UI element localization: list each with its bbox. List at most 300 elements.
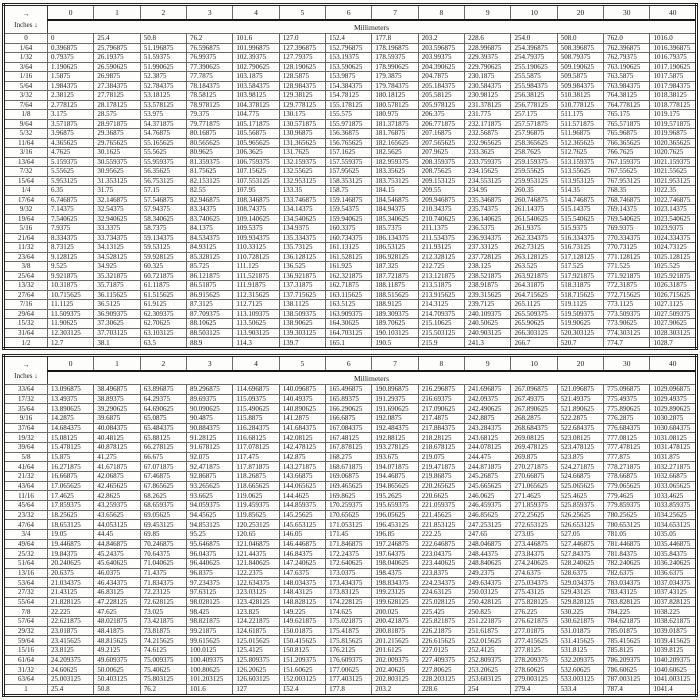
mm-value-cell: 203.2 xyxy=(418,34,464,44)
mm-value-cell: 774.303125 xyxy=(604,328,650,338)
mm-value-cell: 775.096875 xyxy=(604,385,650,395)
millimeters-band-label: Millimeters xyxy=(48,20,697,34)
mm-value-cell: 271.859375 xyxy=(511,501,557,511)
mm-value-cell: 212.725 xyxy=(418,262,464,272)
mm-value-cell: 80.565625 xyxy=(187,138,233,148)
mm-value-cell: 140.49375 xyxy=(279,394,325,404)
mm-value-cell: 182.165625 xyxy=(372,138,418,148)
mm-value-cell: 1036.240625 xyxy=(650,559,697,569)
mm-value-cell: 508.396875 xyxy=(557,43,603,53)
mm-value-cell: 130.175 xyxy=(279,110,325,120)
table-row xyxy=(4,309,697,319)
column-header: 9 xyxy=(465,5,511,21)
mm-value-cell: 763.190625 xyxy=(604,62,650,72)
inch-fraction-label: 3/16 xyxy=(4,148,48,158)
mm-value-cell: 248.44375 xyxy=(465,549,511,559)
mm-value-cell: 44.053125 xyxy=(94,520,140,530)
mm-value-cell: 276.621875 xyxy=(511,617,557,627)
mm-value-cell: 519.90625 xyxy=(557,319,603,329)
mm-value-cell: 164.703125 xyxy=(326,328,372,338)
mm-value-cell: 58.7375 xyxy=(140,224,186,234)
mm-value-cell: 767.159375 xyxy=(604,157,650,167)
mm-value-cell: 522.2875 xyxy=(557,414,603,424)
mm-value-cell: 173.83125 xyxy=(326,588,372,598)
mm-value-cell: 98.821875 xyxy=(187,617,233,627)
mm-value-cell: 119.459375 xyxy=(233,501,279,511)
inch-fraction-label: 29/64 xyxy=(4,309,48,319)
mm-value-cell: 112.7125 xyxy=(233,300,279,310)
mm-value-cell: 784.621875 xyxy=(604,617,650,627)
mm-value-cell: 259.953125 xyxy=(511,176,557,186)
mm-value-cell: 92.86875 xyxy=(187,472,233,482)
inch-fraction-label: 25/32 xyxy=(4,549,48,559)
table-row xyxy=(4,452,697,462)
mm-value-cell: 209.153125 xyxy=(418,176,464,186)
mm-value-cell: 201.215625 xyxy=(372,636,418,646)
mm-value-cell: 161.528125 xyxy=(326,252,372,262)
mm-value-cell: 272.25625 xyxy=(511,510,557,520)
mm-value-cell: 216.69375 xyxy=(418,394,464,404)
mm-value-cell: 136.128125 xyxy=(279,252,325,262)
mm-value-cell: 73.025 xyxy=(140,607,186,617)
mm-value-cell: 215.9 xyxy=(418,338,464,349)
table-row xyxy=(4,597,697,607)
mm-value-cell: 230.584375 xyxy=(465,81,511,91)
inch-fraction-label: 1 xyxy=(4,684,48,695)
mm-value-cell: 205.58125 xyxy=(418,91,464,101)
mm-value-cell: 117.871875 xyxy=(233,462,279,472)
column-header: 0 xyxy=(48,5,94,21)
mm-value-cell: 97.63125 xyxy=(187,588,233,598)
mm-value-cell: 100.409375 xyxy=(187,655,233,665)
mm-value-cell: 107.553125 xyxy=(233,176,279,186)
mm-value-cell: 44.45 xyxy=(94,530,140,540)
mm-value-cell: 77.390625 xyxy=(187,62,233,72)
mm-value-cell: 16.271875 xyxy=(48,462,94,472)
mm-value-cell: 509.5875 xyxy=(557,72,603,82)
mm-value-cell: 258.7625 xyxy=(511,148,557,158)
mm-value-cell: 169.06875 xyxy=(326,472,372,482)
mm-value-cell: 53.578125 xyxy=(140,100,186,110)
mm-value-cell: 68.2625 xyxy=(140,491,186,501)
mm-value-cell: 69.453125 xyxy=(140,520,186,530)
mm-value-cell: 241.696875 xyxy=(465,385,511,395)
mm-value-cell: 126.20625 xyxy=(233,665,279,675)
mm-value-cell: 152.003125 xyxy=(279,675,325,685)
mm-value-cell: 779.859375 xyxy=(604,501,650,511)
mm-value-cell: 1023.9375 xyxy=(650,224,697,234)
mm-value-cell: 786.209375 xyxy=(604,655,650,665)
mm-value-cell: 783.43125 xyxy=(604,588,650,598)
mm-value-cell: 22.621875 xyxy=(48,617,94,627)
mm-value-cell: 81.75625 xyxy=(187,167,233,177)
mm-value-cell: 0.79375 xyxy=(48,53,94,63)
mm-value-cell: 527.05 xyxy=(557,530,603,540)
mm-value-cell: 267.49375 xyxy=(511,394,557,404)
mm-value-cell: 195.2625 xyxy=(372,491,418,501)
mm-value-cell: 153.9875 xyxy=(326,72,372,82)
mm-value-cell: 139.7 xyxy=(279,338,325,349)
inch-fraction-label: 51/64 xyxy=(4,559,48,569)
mm-value-cell: 199.628125 xyxy=(372,597,418,607)
mm-value-cell: 51.196875 xyxy=(140,43,186,53)
mm-value-cell: 100.0125 xyxy=(187,646,233,656)
mm-value-cell: 44.846875 xyxy=(94,539,140,549)
mm-value-cell: 130.96875 xyxy=(279,129,325,139)
table-row xyxy=(4,176,697,186)
mm-value-cell: 56.753125 xyxy=(140,176,186,186)
mm-value-cell: 200.025 xyxy=(372,607,418,617)
mm-value-cell: 227.80625 xyxy=(418,665,464,675)
mm-value-cell: 4.7625 xyxy=(48,148,94,158)
mm-value-cell: 267.096875 xyxy=(511,385,557,395)
mm-value-cell: 771.921875 xyxy=(604,271,650,281)
mm-value-cell: 99.21875 xyxy=(187,626,233,636)
table-row xyxy=(4,414,697,424)
table-row xyxy=(4,328,697,338)
table-row xyxy=(4,195,697,205)
mm-value-cell: 136.921875 xyxy=(279,271,325,281)
table-row xyxy=(4,636,697,646)
inch-fraction-label: 27/32 xyxy=(4,588,48,598)
mm-value-cell: 137.31875 xyxy=(279,281,325,291)
mm-value-cell: 7.14375 xyxy=(48,205,94,215)
mm-value-cell: 52.784375 xyxy=(140,81,186,91)
mm-value-cell: 118.665625 xyxy=(233,481,279,491)
mm-value-cell: 261.540625 xyxy=(511,214,557,224)
mm-value-cell: 530.621875 xyxy=(557,617,603,627)
mm-value-cell: 41.275 xyxy=(94,452,140,462)
mm-value-cell: 101.203125 xyxy=(187,675,233,685)
mm-value-cell: 523.478125 xyxy=(557,443,603,453)
mm-value-cell: 144.859375 xyxy=(279,501,325,511)
mm-value-cell: 785.415625 xyxy=(604,636,650,646)
mm-value-cell: 231.775 xyxy=(465,110,511,120)
mm-value-cell: 60.325 xyxy=(140,262,186,272)
mm-value-cell: 42.8625 xyxy=(94,491,140,501)
mm-value-cell: 1025.128125 xyxy=(650,252,697,262)
mm-value-cell: 51.990625 xyxy=(140,62,186,72)
mm-value-cell: 170.65625 xyxy=(326,510,372,520)
mm-value-cell: 175.41875 xyxy=(326,626,372,636)
mm-value-cell: 508.0 xyxy=(557,34,603,44)
mm-value-cell: 124.61875 xyxy=(233,626,279,636)
mm-value-cell: 277.01875 xyxy=(511,626,557,636)
mm-value-cell: 1034.653125 xyxy=(650,520,697,530)
table-row xyxy=(4,462,697,472)
mm-value-cell: 94.059375 xyxy=(187,501,233,511)
mm-value-cell: 106.759375 xyxy=(233,157,279,167)
column-header: 6 xyxy=(326,356,372,372)
mm-value-cell: 130.571875 xyxy=(279,119,325,129)
mm-value-cell: 519.509375 xyxy=(557,309,603,319)
mm-value-cell: 236.5375 xyxy=(465,224,511,234)
mm-value-cell: 45.24375 xyxy=(94,549,140,559)
inch-fraction-label: 5/16 xyxy=(4,224,48,234)
mm-value-cell: 50.403125 xyxy=(94,675,140,685)
mm-value-cell: 1027.509375 xyxy=(650,309,697,319)
mm-value-cell: 53.975 xyxy=(140,110,186,120)
mm-value-cell: 278.60625 xyxy=(511,665,557,675)
inch-fraction-label: 9/64 xyxy=(4,119,48,129)
mm-value-cell: 48.41875 xyxy=(94,626,140,636)
mm-value-cell: 183.753125 xyxy=(372,176,418,186)
columns-axis-arrow-icon: → xyxy=(22,10,30,19)
mm-value-cell: 202.803125 xyxy=(372,675,418,685)
mm-value-cell: 232.965625 xyxy=(465,138,511,148)
mm-value-cell: 185.340625 xyxy=(372,214,418,224)
mm-value-cell: 223.04375 xyxy=(418,549,464,559)
mm-value-cell: 14.2875 xyxy=(48,414,94,424)
mm-value-cell: 85.725 xyxy=(187,262,233,272)
mm-value-cell: 135.73125 xyxy=(279,243,325,253)
mm-value-cell: 514.746875 xyxy=(557,195,603,205)
mm-value-cell: 21.034375 xyxy=(48,578,94,588)
mm-value-cell: 37.30625 xyxy=(94,319,140,329)
column-header: 3 xyxy=(187,356,233,372)
column-header: 1 xyxy=(94,356,140,372)
mm-value-cell: 59.928125 xyxy=(140,252,186,262)
mm-value-cell: 508.79375 xyxy=(557,53,603,63)
mm-value-cell: 224.234375 xyxy=(418,578,464,588)
mm-value-cell: 125.4125 xyxy=(233,646,279,656)
mm-value-cell: 17.065625 xyxy=(48,481,94,491)
mm-value-cell: 67.071875 xyxy=(140,462,186,472)
inch-fraction-label: 15/16 xyxy=(4,646,48,656)
mm-value-cell: 123.428125 xyxy=(233,597,279,607)
mm-value-cell: 198.834375 xyxy=(372,578,418,588)
mm-value-cell: 529.034375 xyxy=(557,578,603,588)
mm-value-cell: 96.8375 xyxy=(187,568,233,578)
mm-value-cell: 780.653125 xyxy=(604,520,650,530)
mm-value-cell: 1026.715625 xyxy=(650,290,697,300)
mm-value-cell: 121.046875 xyxy=(233,539,279,549)
mm-value-cell: 83.34375 xyxy=(187,205,233,215)
mm-value-cell: 15.875 xyxy=(48,452,94,462)
mm-value-cell: 193.675 xyxy=(372,452,418,462)
mm-value-cell: 56.35625 xyxy=(140,167,186,177)
mm-value-cell: 167.48125 xyxy=(326,433,372,443)
table-row xyxy=(4,530,697,540)
mm-value-cell: 94.853125 xyxy=(187,520,233,530)
mm-value-cell: 769.540625 xyxy=(604,214,650,224)
mm-value-cell: 51.59375 xyxy=(140,53,186,63)
mm-value-cell: 258.365625 xyxy=(511,138,557,148)
table-row xyxy=(4,472,697,482)
mm-value-cell: 777.478125 xyxy=(604,443,650,453)
mm-value-cell: 71.834375 xyxy=(140,578,186,588)
table-row xyxy=(4,186,697,196)
inch-fraction-label: 7/8 xyxy=(4,607,48,617)
mm-value-cell: 220.265625 xyxy=(418,481,464,491)
mm-value-cell: 189.70625 xyxy=(372,319,418,329)
mm-value-cell: 9.525 xyxy=(48,262,94,272)
mm-value-cell: 264.715625 xyxy=(511,290,557,300)
mm-value-cell: 90.4875 xyxy=(187,414,233,424)
mm-value-cell: 202.009375 xyxy=(372,655,418,665)
mm-value-cell: 156.36875 xyxy=(326,129,372,139)
mm-value-cell: 513.55625 xyxy=(557,167,603,177)
mm-value-cell: 198.040625 xyxy=(372,559,418,569)
mm-value-cell: 1025.525 xyxy=(650,262,697,272)
mm-value-cell: 70.246875 xyxy=(140,539,186,549)
mm-value-cell: 532.60625 xyxy=(557,665,603,675)
inch-fraction-label: 1/2 xyxy=(4,338,48,349)
mm-value-cell: 142.08125 xyxy=(279,433,325,443)
mm-value-cell: 145.653125 xyxy=(279,520,325,530)
inch-fraction-label: 23/64 xyxy=(4,252,48,262)
mm-value-cell: 81.359375 xyxy=(187,157,233,167)
mm-value-cell: 13.096875 xyxy=(48,385,94,395)
mm-value-cell: 33.734375 xyxy=(94,233,140,243)
inch-fraction-label: 63/64 xyxy=(4,675,48,685)
mm-value-cell: 155.971875 xyxy=(326,119,372,129)
mm-value-cell: 194.071875 xyxy=(372,462,418,472)
mm-value-cell: 96.440625 xyxy=(187,559,233,569)
table-row xyxy=(4,617,697,627)
table-row xyxy=(4,539,697,549)
mm-value-cell: 1038.225 xyxy=(650,607,697,617)
mm-value-cell: 72.23125 xyxy=(140,588,186,598)
mm-value-cell: 260.35 xyxy=(511,186,557,196)
inch-fraction-label: 23/32 xyxy=(4,510,48,520)
mm-value-cell: 98.425 xyxy=(187,607,233,617)
table-row xyxy=(4,607,697,617)
mm-value-cell: 254.0 xyxy=(511,34,557,44)
mm-value-cell: 107.15625 xyxy=(233,167,279,177)
mm-value-cell: 86.51875 xyxy=(187,281,233,291)
mm-value-cell: 23.01875 xyxy=(48,626,94,636)
column-header: 7 xyxy=(372,5,418,21)
table-row xyxy=(4,262,697,272)
mm-value-cell: 201.6125 xyxy=(372,646,418,656)
mm-value-cell: 270.66875 xyxy=(511,472,557,482)
mm-value-cell: 24.209375 xyxy=(48,655,94,665)
mm-value-cell: 227.0125 xyxy=(418,646,464,656)
mm-value-cell: 1039.01875 xyxy=(650,626,697,636)
mm-value-cell: 24.60625 xyxy=(48,665,94,675)
mm-value-cell: 92.471875 xyxy=(187,462,233,472)
column-header: 3 xyxy=(187,5,233,21)
mm-value-cell: 1037.034375 xyxy=(650,578,697,588)
mm-value-cell: 132.953125 xyxy=(279,176,325,186)
inch-fraction-label: 17/64 xyxy=(4,195,48,205)
mm-value-cell: 20.240625 xyxy=(48,559,94,569)
table-row xyxy=(4,129,697,139)
mm-value-cell: 73.421875 xyxy=(140,617,186,627)
inch-fraction-label: 9/16 xyxy=(4,414,48,424)
mm-value-cell: 18.653125 xyxy=(48,520,94,530)
mm-value-cell: 191.690625 xyxy=(372,404,418,414)
mm-value-cell: 1028.303125 xyxy=(650,328,697,338)
mm-value-cell: 32.940625 xyxy=(94,214,140,224)
table-row xyxy=(4,626,697,636)
table-row xyxy=(4,167,697,177)
mm-value-cell: 210.34375 xyxy=(418,205,464,215)
mm-value-cell: 148.43125 xyxy=(279,588,325,598)
mm-value-cell: 206.375 xyxy=(418,110,464,120)
mm-value-cell: 104.775 xyxy=(233,110,279,120)
table-row xyxy=(4,404,697,414)
mm-value-cell: 194.865625 xyxy=(372,481,418,491)
mm-value-cell: 71.4375 xyxy=(140,568,186,578)
mm-value-cell: 773.90625 xyxy=(604,319,650,329)
inch-fraction-label: 31/64 xyxy=(4,328,48,338)
mm-value-cell: 782.240625 xyxy=(604,559,650,569)
mm-value-cell: 174.228125 xyxy=(326,597,372,607)
column-header: 30 xyxy=(604,356,650,372)
mm-value-cell: 1016.396875 xyxy=(650,43,697,53)
mm-value-cell: 12.303125 xyxy=(48,328,94,338)
mm-value-cell: 764.38125 xyxy=(604,91,650,101)
mm-value-cell: 246.85625 xyxy=(465,510,511,520)
mm-value-cell: 256.38125 xyxy=(511,91,557,101)
mm-value-cell: 117.475 xyxy=(233,452,279,462)
mm-value-cell: 1.5875 xyxy=(48,72,94,82)
mm-value-cell: 509.984375 xyxy=(557,81,603,91)
mm-value-cell: 171.053125 xyxy=(326,520,372,530)
mm-value-cell: 9.128125 xyxy=(48,252,94,262)
mm-value-cell: 1021.55625 xyxy=(650,167,697,177)
table-row xyxy=(4,53,697,63)
table-row xyxy=(4,300,697,310)
mm-value-cell: 528.6375 xyxy=(557,568,603,578)
mm-value-cell: 15.478125 xyxy=(48,443,94,453)
mm-value-cell: 778.271875 xyxy=(604,462,650,472)
mm-value-cell: 764.778125 xyxy=(604,100,650,110)
mm-value-cell: 47.228125 xyxy=(94,597,140,607)
rows-axis-label: Inches ↓ xyxy=(14,371,38,380)
mm-value-cell: 207.9625 xyxy=(418,148,464,158)
mm-value-cell: 160.734375 xyxy=(326,233,372,243)
mm-value-cell: 52.3875 xyxy=(140,72,186,82)
table-row xyxy=(4,72,697,82)
mm-value-cell: 115.490625 xyxy=(233,404,279,414)
mm-value-cell: 73.81875 xyxy=(140,626,186,636)
mm-value-cell: 60.721875 xyxy=(140,271,186,281)
mm-value-cell: 277.8125 xyxy=(511,646,557,656)
mm-value-cell: 8.73125 xyxy=(48,243,94,253)
column-header: 2 xyxy=(140,5,186,21)
mm-value-cell: 66.278125 xyxy=(140,443,186,453)
mm-value-cell: 265.509375 xyxy=(511,309,557,319)
mm-value-cell: 150.415625 xyxy=(279,636,325,646)
inch-fraction-label: 17/32 xyxy=(4,394,48,404)
mm-value-cell: 251.221875 xyxy=(465,617,511,627)
mm-value-cell: 31.353125 xyxy=(94,176,140,186)
mm-value-cell: 30.559375 xyxy=(94,157,140,167)
mm-value-cell: 46.434375 xyxy=(94,578,140,588)
mm-value-cell: 94.45625 xyxy=(187,510,233,520)
mm-value-cell: 780.25625 xyxy=(604,510,650,520)
mm-value-cell: 131.7625 xyxy=(279,148,325,158)
mm-value-cell: 98.028125 xyxy=(187,597,233,607)
inch-fraction-label: 0 xyxy=(4,34,48,44)
mm-value-cell: 1.984375 xyxy=(48,81,94,91)
inch-fraction-label: 3/32 xyxy=(4,91,48,101)
mm-value-cell: 54.76875 xyxy=(140,129,186,139)
mm-value-cell: 247.253125 xyxy=(465,520,511,530)
mm-value-cell: 113.109375 xyxy=(233,309,279,319)
mm-value-cell: 65.0875 xyxy=(140,414,186,424)
column-header: 6 xyxy=(326,5,372,21)
mm-value-cell: 216.296875 xyxy=(418,385,464,395)
mm-value-cell: 99.615625 xyxy=(187,636,233,646)
mm-value-cell: 143.271875 xyxy=(279,462,325,472)
mm-value-cell: 528.240625 xyxy=(557,559,603,569)
mm-value-cell: 259.159375 xyxy=(511,157,557,167)
mm-value-cell: 42.465625 xyxy=(94,481,140,491)
